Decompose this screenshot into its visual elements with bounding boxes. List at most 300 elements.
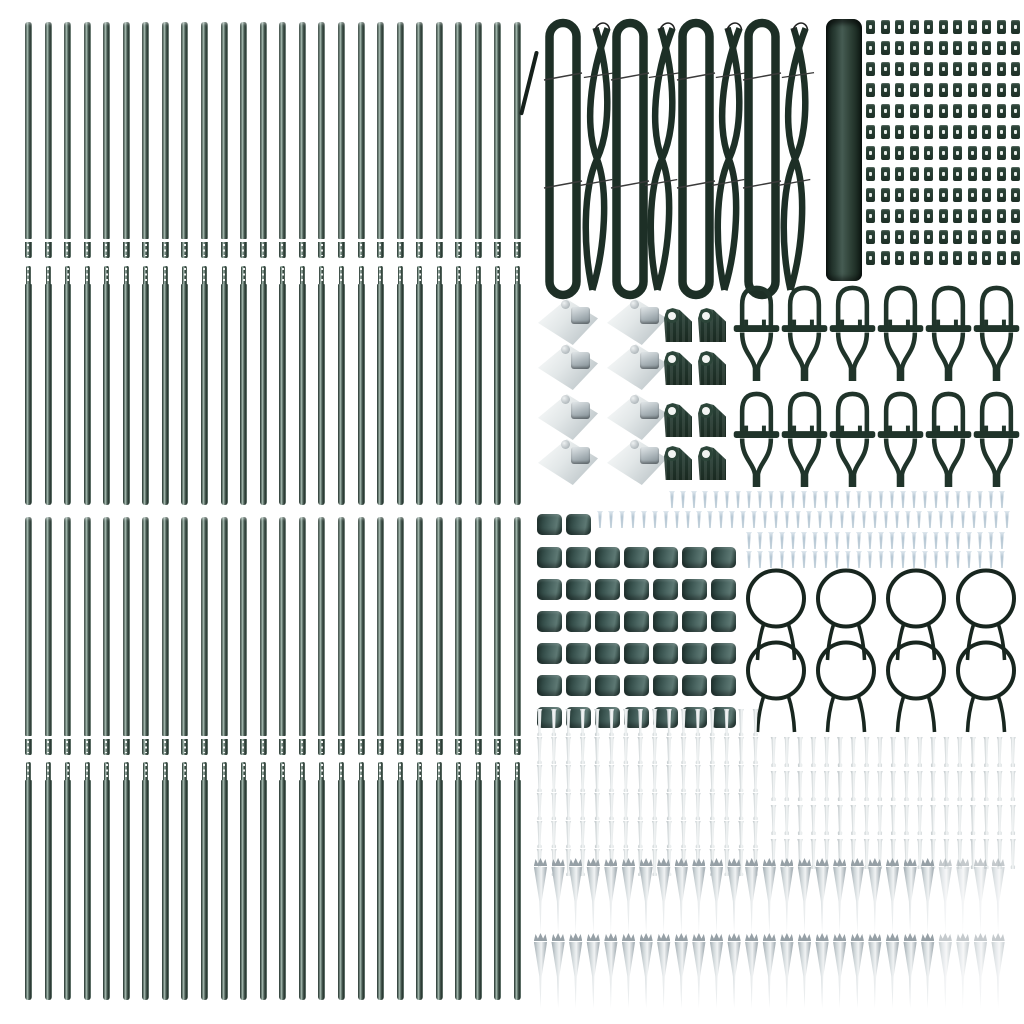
clip-hole bbox=[898, 172, 901, 176]
clip-hole bbox=[971, 25, 974, 29]
fixing-clip bbox=[953, 146, 962, 160]
nail bbox=[810, 737, 817, 767]
post-tube bbox=[162, 22, 169, 258]
post-shaft bbox=[455, 284, 462, 505]
post-end-holes bbox=[221, 242, 228, 258]
spike-head bbox=[587, 933, 600, 941]
spike-cone bbox=[621, 867, 636, 933]
screw bbox=[790, 551, 796, 568]
fixing-clip bbox=[910, 251, 919, 265]
clip-hole bbox=[927, 109, 930, 113]
screw bbox=[894, 511, 900, 528]
spike-head bbox=[640, 933, 653, 941]
clip-hole bbox=[971, 109, 974, 113]
screw bbox=[795, 511, 801, 528]
post-shaft bbox=[162, 517, 169, 736]
post-connector-tip bbox=[417, 762, 422, 781]
fixing-clip bbox=[866, 209, 875, 223]
fixing-clip bbox=[1011, 251, 1020, 265]
clip-hole bbox=[913, 67, 916, 71]
spike-cone bbox=[815, 942, 830, 1008]
fixing-clip bbox=[982, 146, 991, 160]
screw bbox=[652, 511, 658, 528]
spike-head bbox=[692, 858, 705, 866]
nail bbox=[738, 793, 745, 820]
screw bbox=[801, 532, 807, 549]
fixing-clip bbox=[895, 83, 904, 97]
fixing-clip bbox=[997, 104, 1006, 118]
screw bbox=[779, 551, 785, 568]
spike-cone bbox=[727, 942, 742, 1008]
spike-head bbox=[745, 933, 758, 941]
post-cap bbox=[711, 579, 736, 600]
post-tube bbox=[142, 22, 149, 258]
clip-hole bbox=[884, 214, 887, 218]
clip-hole bbox=[927, 46, 930, 50]
post-end-holes bbox=[64, 242, 71, 258]
post-tube bbox=[416, 266, 423, 505]
fixing-clip bbox=[939, 209, 948, 223]
wire-strainer bbox=[925, 387, 972, 488]
screw bbox=[878, 551, 884, 568]
fixing-clip bbox=[1011, 230, 1020, 244]
post-shaft bbox=[514, 284, 521, 505]
nail bbox=[709, 765, 716, 792]
post-connector-tip bbox=[280, 762, 285, 781]
wire-strainer bbox=[829, 387, 876, 488]
post-tube bbox=[221, 517, 228, 755]
spike-head bbox=[851, 933, 864, 941]
screw bbox=[779, 532, 785, 549]
nail bbox=[863, 737, 870, 767]
clip-hole bbox=[1014, 46, 1017, 50]
clip-hole bbox=[884, 67, 887, 71]
screw bbox=[812, 491, 818, 508]
post-connector-tip bbox=[65, 762, 70, 781]
screw bbox=[856, 551, 862, 568]
post-tube bbox=[240, 762, 247, 1000]
clip-hole bbox=[884, 193, 887, 197]
fixing-clip bbox=[968, 83, 977, 97]
post-end-holes bbox=[181, 739, 188, 755]
post-shaft bbox=[84, 517, 91, 736]
post-tube bbox=[84, 762, 91, 1000]
nail bbox=[666, 821, 673, 848]
fixing-clip bbox=[1011, 62, 1020, 76]
spike-head bbox=[956, 933, 969, 941]
nail bbox=[983, 771, 990, 801]
spike-cone bbox=[709, 942, 724, 1008]
spike-head bbox=[622, 933, 635, 941]
fixing-clip bbox=[881, 104, 890, 118]
stray-wire-end bbox=[519, 51, 538, 116]
post-tube bbox=[279, 22, 286, 258]
nail bbox=[983, 737, 990, 767]
post-cap bbox=[595, 611, 620, 632]
fixing-clip bbox=[953, 230, 962, 244]
nail bbox=[680, 821, 687, 848]
screw bbox=[856, 532, 862, 549]
nail bbox=[956, 737, 963, 767]
spike-head bbox=[904, 858, 917, 866]
post-shaft bbox=[455, 780, 462, 1000]
clip-hole bbox=[927, 172, 930, 176]
post-tube bbox=[475, 517, 482, 755]
post-shaft bbox=[279, 517, 286, 736]
nail bbox=[850, 771, 857, 801]
nail bbox=[536, 737, 543, 764]
nail bbox=[943, 737, 950, 767]
nail bbox=[903, 737, 910, 767]
spike-head bbox=[728, 933, 741, 941]
post-cap bbox=[653, 643, 678, 664]
post-tube bbox=[240, 517, 247, 755]
wire-strainer-icon bbox=[733, 387, 780, 488]
post-end-holes bbox=[25, 739, 32, 755]
clip-hole bbox=[956, 46, 959, 50]
clip-hole bbox=[913, 172, 916, 176]
post-end-holes bbox=[201, 242, 208, 258]
clip-hole bbox=[884, 151, 887, 155]
fixing-clip bbox=[895, 188, 904, 202]
nail bbox=[565, 821, 572, 848]
clip-hole bbox=[898, 256, 901, 260]
ground-spike bbox=[779, 933, 794, 1009]
post-connector-tip bbox=[85, 266, 90, 285]
nail bbox=[637, 821, 644, 848]
post-connector-tip bbox=[143, 762, 148, 781]
nail bbox=[622, 765, 629, 792]
clip-hole bbox=[1000, 151, 1003, 155]
post-shaft bbox=[64, 284, 71, 505]
post-connector-tip bbox=[202, 762, 207, 781]
ground-spike bbox=[762, 933, 777, 1009]
post-shaft bbox=[123, 517, 130, 736]
nail bbox=[651, 765, 658, 792]
fixing-clip bbox=[895, 20, 904, 34]
post-cap bbox=[682, 579, 707, 600]
clip-hole bbox=[869, 172, 872, 176]
screw bbox=[867, 532, 873, 549]
post-shaft bbox=[142, 517, 149, 736]
fixing-clip bbox=[924, 104, 933, 118]
post-shaft bbox=[338, 22, 345, 239]
post-cap bbox=[711, 611, 736, 632]
post-shaft bbox=[123, 284, 130, 505]
post-cap bbox=[537, 611, 562, 632]
nail bbox=[863, 771, 870, 801]
screw bbox=[823, 491, 829, 508]
nail bbox=[956, 805, 963, 835]
screw bbox=[971, 511, 977, 528]
clip-hole bbox=[942, 214, 945, 218]
post-tube bbox=[338, 517, 345, 755]
nail bbox=[709, 737, 716, 764]
spike-cone bbox=[762, 942, 777, 1008]
nail bbox=[956, 771, 963, 801]
post-end-holes bbox=[260, 739, 267, 755]
post-tube bbox=[201, 762, 208, 1000]
fixing-clip bbox=[939, 41, 948, 55]
ground-spike bbox=[568, 858, 583, 934]
bracket-eyelet bbox=[668, 355, 676, 363]
spike-cone bbox=[709, 867, 724, 933]
fixing-clip bbox=[939, 62, 948, 76]
spike-cone bbox=[533, 867, 548, 933]
post-tube bbox=[514, 266, 521, 505]
fixing-clip bbox=[924, 251, 933, 265]
post-end-holes bbox=[318, 739, 325, 755]
post-tube bbox=[514, 517, 521, 755]
screw bbox=[944, 491, 950, 508]
clip-hole bbox=[1000, 256, 1003, 260]
screw bbox=[674, 511, 680, 528]
spike-head bbox=[604, 933, 617, 941]
post-tube bbox=[299, 762, 306, 1000]
fixing-clip bbox=[982, 20, 991, 34]
clip-hole bbox=[927, 130, 930, 134]
wire-strainer bbox=[733, 281, 780, 382]
clip-hole bbox=[985, 235, 988, 239]
post-end-holes bbox=[299, 242, 306, 258]
ground-spike bbox=[920, 933, 935, 1009]
screw bbox=[740, 511, 746, 528]
nail bbox=[637, 737, 644, 764]
nail bbox=[970, 805, 977, 835]
post-shaft bbox=[162, 284, 169, 505]
post-cap bbox=[711, 707, 736, 728]
plate-clamp bbox=[571, 352, 590, 369]
fixing-clip bbox=[910, 167, 919, 181]
post-shaft bbox=[103, 284, 110, 505]
screw bbox=[867, 551, 873, 568]
screw bbox=[823, 532, 829, 549]
post-shaft bbox=[103, 780, 110, 1000]
clip-hole bbox=[869, 151, 872, 155]
nail bbox=[579, 737, 586, 764]
fixing-clip bbox=[982, 41, 991, 55]
spike-cone bbox=[568, 942, 583, 1008]
spike-head bbox=[833, 858, 846, 866]
fixing-clip bbox=[968, 146, 977, 160]
post-connector-tip bbox=[300, 762, 305, 781]
clip-hole bbox=[898, 25, 901, 29]
spike-cone bbox=[551, 942, 566, 1008]
clip-hole bbox=[956, 214, 959, 218]
post-tube bbox=[377, 762, 384, 1000]
fixing-clip bbox=[866, 104, 875, 118]
post-shaft bbox=[240, 284, 247, 505]
post-tube bbox=[377, 517, 384, 755]
wire-strainer-icon bbox=[925, 387, 972, 488]
ground-spike bbox=[691, 933, 706, 1009]
post-tube bbox=[260, 517, 267, 755]
spike-head bbox=[728, 858, 741, 866]
ground-spike bbox=[832, 933, 847, 1009]
nail bbox=[850, 737, 857, 767]
clip-hole bbox=[927, 214, 930, 218]
post-shaft bbox=[299, 22, 306, 239]
fixing-clip bbox=[968, 104, 977, 118]
clip-hole bbox=[884, 109, 887, 113]
clip-hole bbox=[1000, 67, 1003, 71]
post-shaft bbox=[377, 517, 384, 736]
post-shaft bbox=[397, 780, 404, 1000]
spike-head bbox=[851, 858, 864, 866]
post-end-holes bbox=[494, 242, 501, 258]
post-cap bbox=[624, 579, 649, 600]
clip-hole bbox=[942, 172, 945, 176]
screw bbox=[718, 511, 724, 528]
spike-cone bbox=[603, 942, 618, 1008]
nail bbox=[536, 793, 543, 820]
fixing-clip bbox=[881, 125, 890, 139]
post-tube bbox=[142, 517, 149, 755]
ground-spike bbox=[973, 933, 988, 1009]
clip-hole bbox=[942, 193, 945, 197]
clip-hole bbox=[884, 256, 887, 260]
clip-hole bbox=[913, 151, 916, 155]
post-shaft bbox=[25, 780, 32, 1000]
post-shaft bbox=[162, 780, 169, 1000]
screw bbox=[977, 551, 983, 568]
spike-head bbox=[798, 933, 811, 941]
nail bbox=[723, 793, 730, 820]
screw bbox=[779, 491, 785, 508]
wire-strainer-icon bbox=[733, 281, 780, 382]
post-shaft bbox=[494, 517, 501, 736]
fixing-clip bbox=[939, 167, 948, 181]
spike-cone bbox=[744, 942, 759, 1008]
post-cap bbox=[653, 675, 678, 696]
post-shaft bbox=[416, 284, 423, 505]
post-tube bbox=[123, 762, 130, 1000]
post-tube bbox=[260, 266, 267, 505]
spike-cone bbox=[533, 942, 548, 1008]
screw bbox=[845, 532, 851, 549]
round-wire-tie bbox=[739, 639, 813, 735]
post-connector-tip bbox=[241, 266, 246, 285]
fixing-clip bbox=[924, 20, 933, 34]
post-end-holes bbox=[279, 739, 286, 755]
screw bbox=[680, 491, 686, 508]
nail bbox=[916, 737, 923, 767]
post-shaft bbox=[64, 22, 71, 239]
clip-hole bbox=[985, 67, 988, 71]
post-connector-tip bbox=[46, 762, 51, 781]
clip-hole bbox=[884, 235, 887, 239]
screw bbox=[735, 491, 741, 508]
fixing-clip bbox=[881, 188, 890, 202]
clip-hole bbox=[971, 214, 974, 218]
nail bbox=[1009, 805, 1016, 835]
clip-hole bbox=[898, 67, 901, 71]
mounting-plate bbox=[607, 439, 667, 485]
clip-hole bbox=[971, 193, 974, 197]
screw bbox=[861, 511, 867, 528]
nail bbox=[1009, 839, 1016, 869]
nail bbox=[823, 771, 830, 801]
screw bbox=[911, 551, 917, 568]
post-connector-tip bbox=[339, 762, 344, 781]
post-end-holes bbox=[84, 739, 91, 755]
spike-head bbox=[833, 933, 846, 941]
spike-head bbox=[798, 858, 811, 866]
post-shaft bbox=[358, 22, 365, 239]
fixing-clip bbox=[997, 230, 1006, 244]
screw bbox=[757, 491, 763, 508]
post-end-holes bbox=[338, 242, 345, 258]
wire-strainer-icon bbox=[973, 387, 1020, 488]
post-end-holes bbox=[25, 242, 32, 258]
screw bbox=[900, 491, 906, 508]
ground-spike bbox=[815, 933, 830, 1009]
post-tube bbox=[338, 762, 345, 1000]
clip-hole bbox=[898, 235, 901, 239]
fixing-clip bbox=[1011, 104, 1020, 118]
screw bbox=[729, 511, 735, 528]
ground-spike bbox=[744, 933, 759, 1009]
ground-spike bbox=[938, 858, 953, 934]
spike-cone bbox=[832, 867, 847, 933]
nail bbox=[536, 821, 543, 848]
post-shaft bbox=[494, 284, 501, 505]
post-connector-tip bbox=[222, 266, 227, 285]
clip-hole bbox=[971, 151, 974, 155]
spike-head bbox=[780, 933, 793, 941]
post-connector-tip bbox=[163, 762, 168, 781]
plate-bolt bbox=[630, 440, 639, 449]
corner-bracket bbox=[698, 351, 726, 385]
fixing-clip bbox=[881, 41, 890, 55]
nail bbox=[709, 793, 716, 820]
wire-strainer-icon bbox=[877, 281, 924, 382]
fixing-clip bbox=[953, 209, 962, 223]
clip-hole bbox=[913, 193, 916, 197]
clip-hole bbox=[1014, 25, 1017, 29]
nail bbox=[770, 805, 777, 835]
wire-tie-icon bbox=[739, 639, 813, 735]
post-end-holes bbox=[514, 739, 521, 755]
screw bbox=[872, 511, 878, 528]
screw bbox=[746, 491, 752, 508]
screw bbox=[845, 551, 851, 568]
spike-cone bbox=[779, 942, 794, 1008]
plate-bolt bbox=[561, 345, 570, 354]
post-shaft bbox=[25, 517, 32, 736]
clip-hole bbox=[1014, 151, 1017, 155]
fixing-clip bbox=[910, 230, 919, 244]
post-cap bbox=[653, 547, 678, 568]
post-tube bbox=[142, 762, 149, 1000]
post-tube bbox=[45, 517, 52, 755]
post-shaft bbox=[475, 780, 482, 1000]
ground-spike bbox=[551, 933, 566, 1009]
fixing-clip bbox=[968, 230, 977, 244]
spike-head bbox=[763, 933, 776, 941]
post-shaft bbox=[260, 284, 267, 505]
bracket-eyelet bbox=[702, 407, 710, 415]
nail bbox=[651, 821, 658, 848]
spike-cone bbox=[691, 867, 706, 933]
post-end-holes bbox=[103, 242, 110, 258]
nail bbox=[637, 765, 644, 792]
clip-hole bbox=[869, 214, 872, 218]
spike-head bbox=[992, 933, 1005, 941]
post-shaft bbox=[142, 22, 149, 239]
wire-strainer-icon bbox=[973, 281, 1020, 382]
screw bbox=[812, 532, 818, 549]
